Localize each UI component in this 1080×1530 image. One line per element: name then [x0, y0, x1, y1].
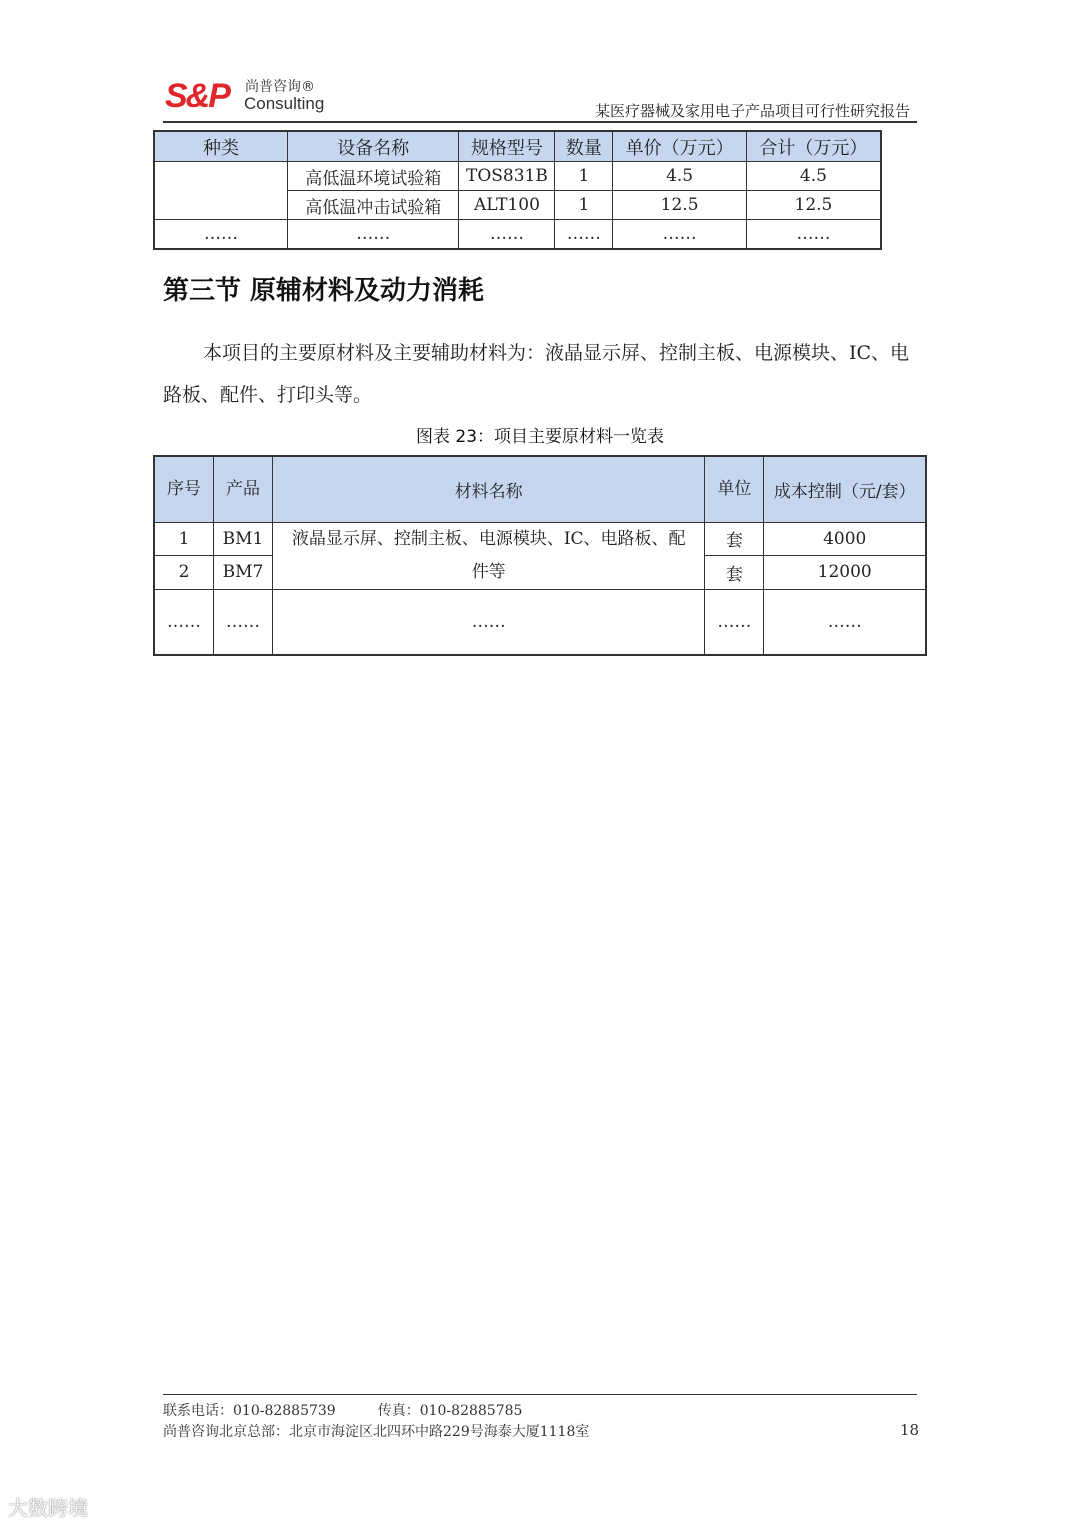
body-paragraph	[163, 332, 923, 416]
table-caption: 图表 23：项目主要原材料一览表	[415, 427, 665, 447]
logo-english-text: Consulting	[244, 94, 325, 113]
table-cell: 高低温冲击试验箱	[288, 191, 459, 220]
table-cell: ……	[154, 589, 214, 655]
table-cell: 1	[555, 162, 613, 191]
header-cell: 单位	[705, 456, 764, 522]
table-cell: ……	[613, 220, 747, 249]
logo-sp-mark: S&P	[165, 77, 229, 115]
header-cell: 产品	[214, 456, 273, 522]
section-title: 第三节 原辅材料及动力消耗	[163, 276, 485, 306]
category-cell	[154, 162, 288, 220]
table-cell: 12.5	[746, 191, 881, 220]
table-cell: 12.5	[613, 191, 747, 220]
table-cell: 1	[555, 191, 613, 220]
table-cell: 套	[705, 556, 764, 590]
table-cell: 1	[154, 522, 214, 556]
table-row	[154, 220, 881, 249]
header-cell: 规格型号	[459, 131, 555, 162]
footer-divider	[163, 1394, 917, 1395]
table-cell: ALT100	[459, 191, 555, 220]
footer-address: 尚普咨询北京总部：北京市海淀区北四环中路229号海泰大厦1118室	[163, 1424, 590, 1440]
table-cell: 2	[154, 556, 214, 590]
table-cell: BM7	[214, 556, 273, 590]
table-cell: TOS831B	[459, 162, 555, 191]
footer-contact: 联系电话：010-82885739 传真：010-82885785	[163, 1403, 523, 1419]
header-cell: 合计（万元）	[746, 131, 881, 162]
table-cell: ……	[273, 589, 705, 655]
material-name-cell: 液晶显示屏、控制主板、电源模块、IC、电路板、配件等	[273, 522, 705, 589]
table-cell: BM1	[214, 522, 273, 556]
table-cell: 高低温环境试验箱	[288, 162, 459, 191]
header-cell: 材料名称	[273, 456, 705, 522]
table-cell: ……	[555, 220, 613, 249]
paragraph-text: 本项目的主要原材料及主要辅助材料为：液晶显示屏、控制主板、电源模块、IC、电路板、配件、打印头等。	[163, 342, 910, 406]
materials-table	[153, 455, 927, 656]
page-number: 18	[900, 1421, 920, 1439]
header-cell: 设备名称	[288, 131, 459, 162]
header-cell: 单价（万元）	[613, 131, 747, 162]
table-row	[154, 589, 926, 655]
header-cell: 种类	[154, 131, 288, 162]
table-cell: 套	[705, 522, 764, 556]
table-cell: 12000	[764, 556, 926, 590]
table-cell: ……	[459, 220, 555, 249]
table-cell: 4000	[764, 522, 926, 556]
table-row	[154, 162, 881, 191]
watermark: 大数跨境	[8, 1496, 88, 1520]
table-cell: ……	[214, 589, 273, 655]
table-header-row	[154, 131, 881, 162]
table-cell: ……	[154, 220, 288, 249]
table-cell: ……	[705, 589, 764, 655]
table-cell: 4.5	[613, 162, 747, 191]
table-row	[154, 522, 926, 556]
table-cell: ……	[288, 220, 459, 249]
header-cell: 数量	[555, 131, 613, 162]
table-header-row	[154, 456, 926, 522]
logo-chinese-text: 尚普咨询®	[245, 79, 315, 95]
table-cell: 4.5	[746, 162, 881, 191]
header-cell: 序号	[154, 456, 214, 522]
table-cell: ……	[764, 589, 926, 655]
table-cell: ……	[746, 220, 881, 249]
equipment-table	[153, 130, 882, 250]
header-cell: 成本控制（元/套）	[764, 456, 926, 522]
report-title: 某医疗器械及家用电子产品项目可行性研究报告	[594, 102, 910, 120]
header-divider	[163, 121, 917, 123]
